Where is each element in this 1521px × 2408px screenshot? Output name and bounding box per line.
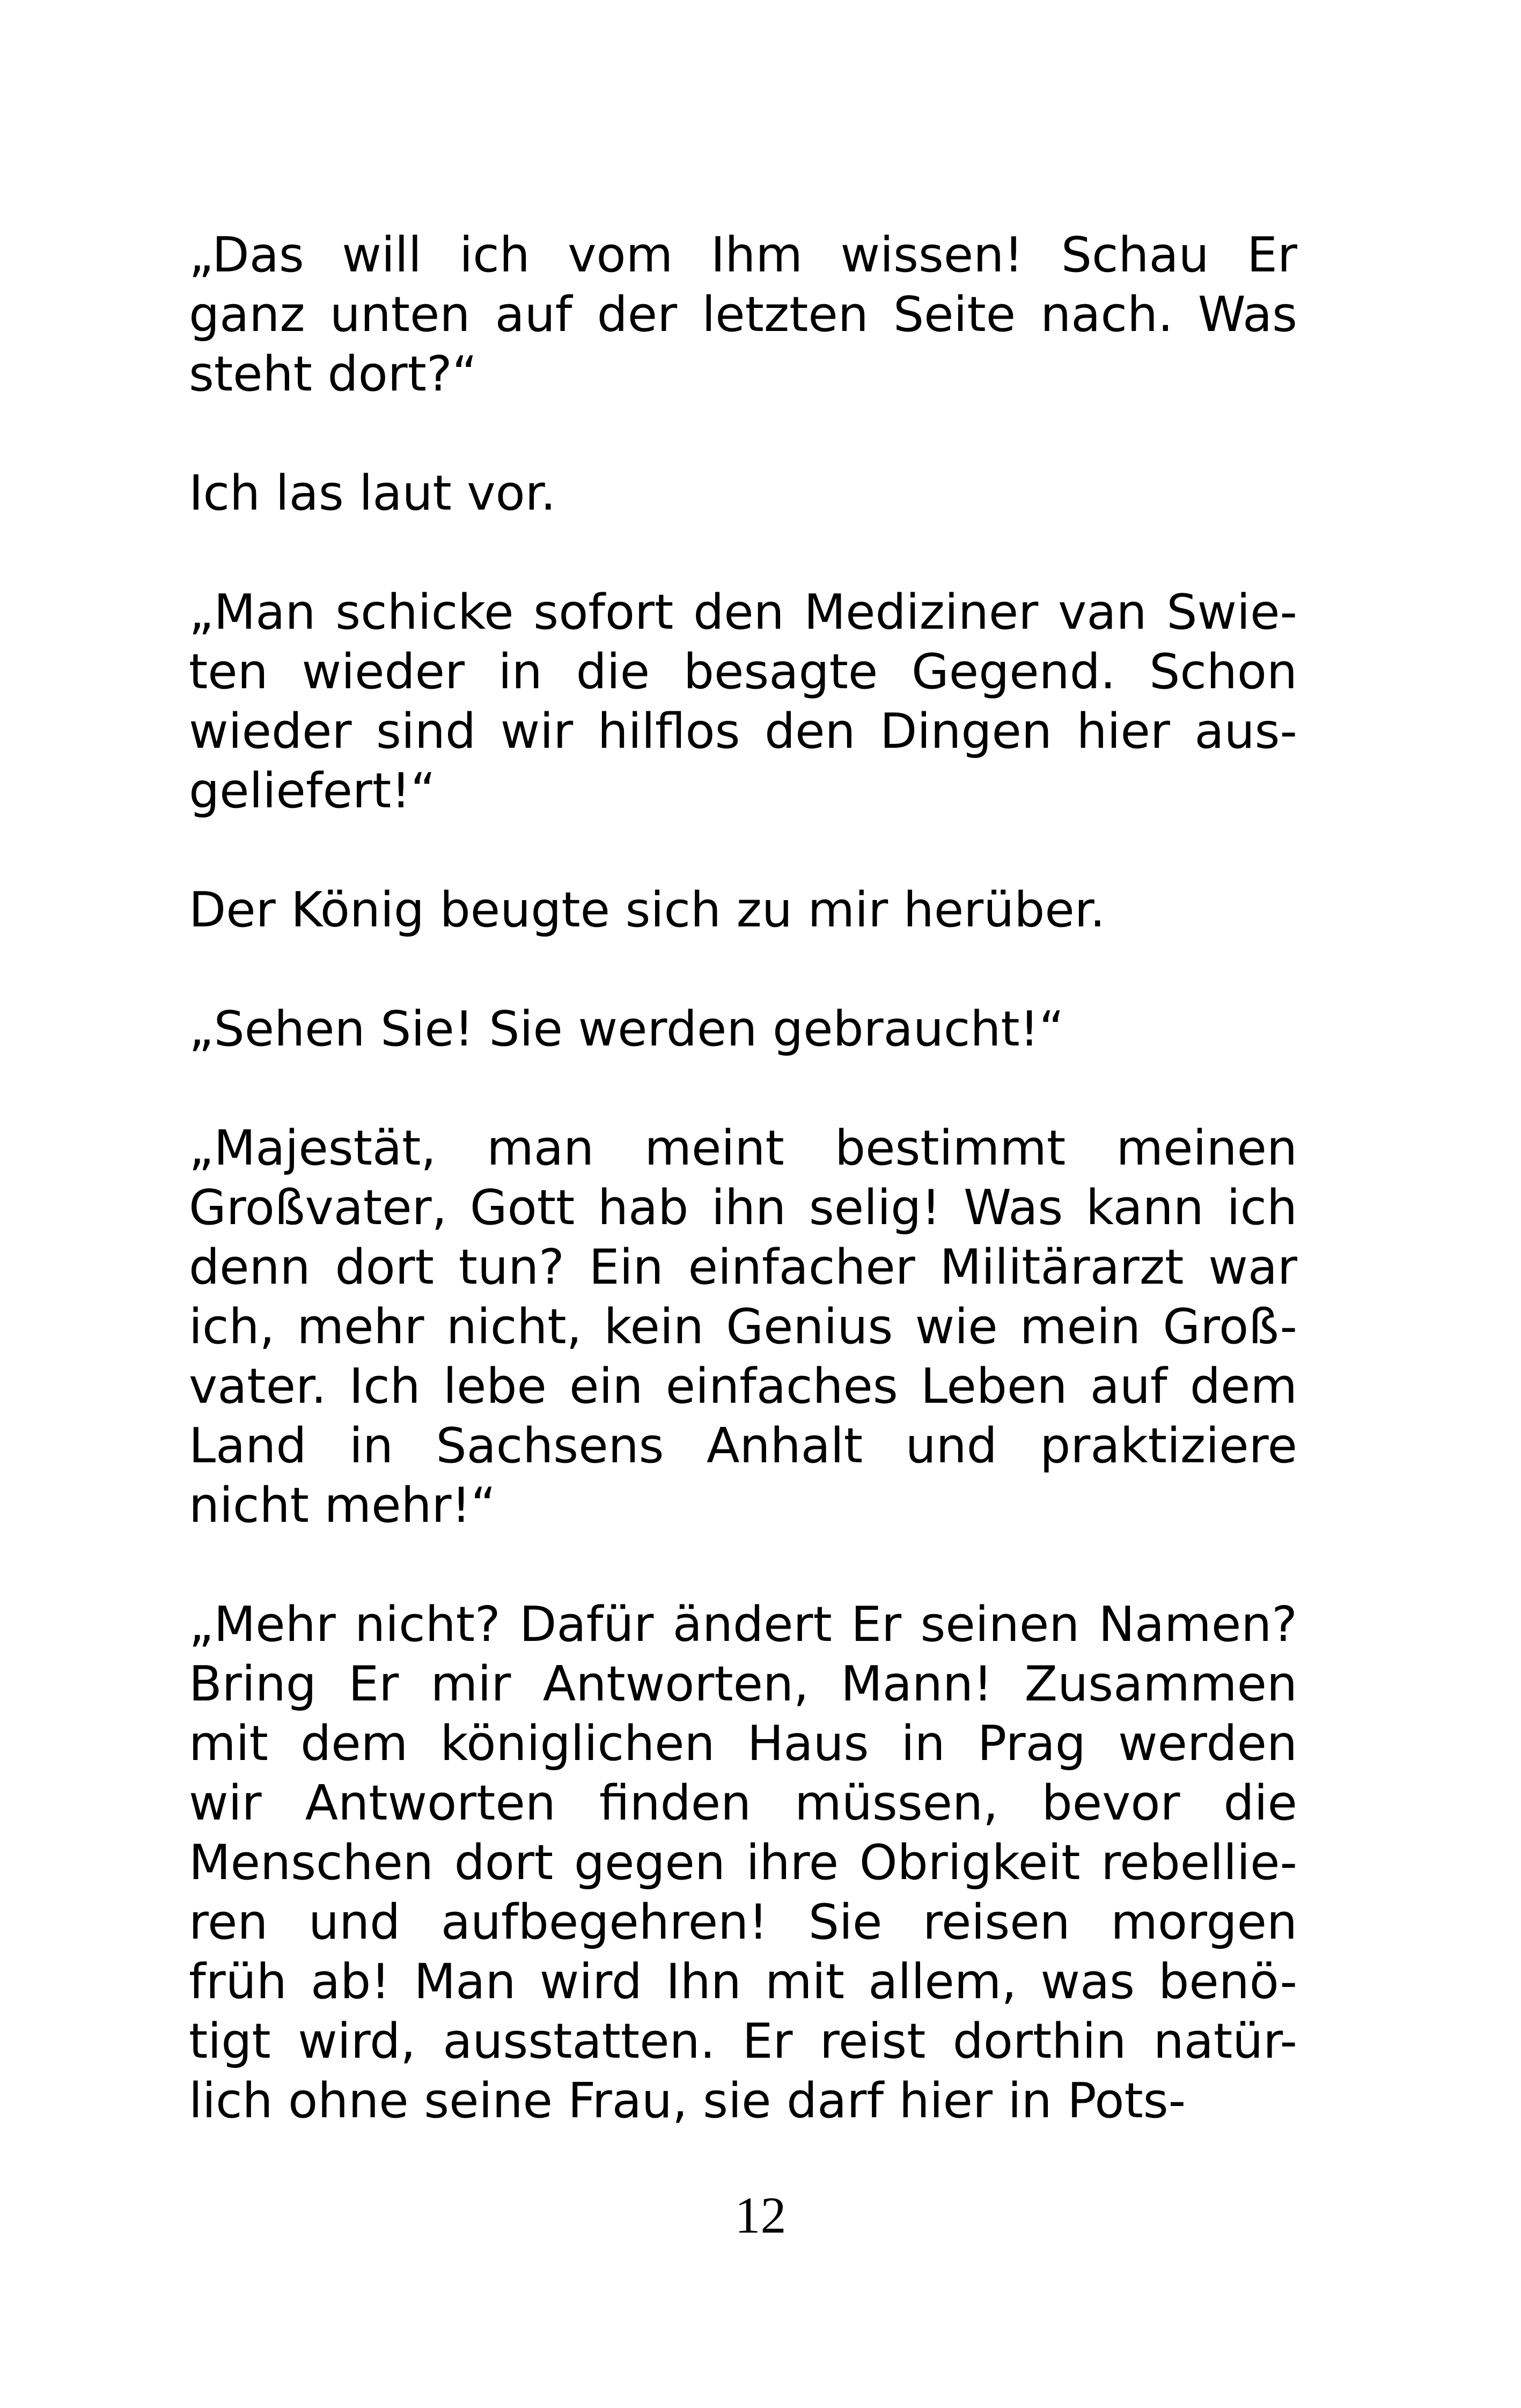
- text-line: „Sehen Sie! Sie werden gebraucht!“: [189, 1001, 1064, 1057]
- paragraph: [189, 225, 1297, 404]
- text-line: mit dem königlichen Haus in Prag werden: [189, 1715, 1297, 1772]
- text-line: wieder sind wir hilflos den Dingen hier aus-: [189, 703, 1297, 760]
- paragraph: [189, 1118, 1297, 1535]
- text-line: ich, mehr nicht, kein Genius wie mein Groß-: [189, 1299, 1297, 1355]
- text-line: tigt wird, ausstatten. Er reist dorthin natür-: [189, 2013, 1297, 2070]
- text-line: steht dort?“: [189, 346, 477, 402]
- text-line: ren und aufbegehren! Sie reisen morgen: [189, 1894, 1297, 1950]
- text-line: geliefert!“: [189, 763, 436, 819]
- text-line: Ich las laut vor.: [189, 465, 556, 521]
- text-line: „Man schicke sofort den Mediziner van Swie-: [189, 584, 1297, 640]
- text-line: nicht mehr!“: [189, 1477, 496, 1534]
- text-line: ganz unten auf der letzten Seite nach. Was: [189, 286, 1297, 343]
- page-number: 12: [734, 2186, 787, 2244]
- paragraph: [189, 1595, 1297, 2131]
- paragraph: [189, 880, 1297, 940]
- text-line: denn dort tun? Ein einfacher Militärarzt war: [189, 1239, 1297, 1295]
- paragraph: [189, 999, 1297, 1059]
- text-line: „Mehr nicht? Dafür ändert Er seinen Namen?: [189, 1596, 1297, 1653]
- text-line: Bring Er mir Antworten, Mann! Zusammen: [189, 1656, 1297, 1712]
- text-line: früh ab! Man wird Ihn mit allem, was benö-: [189, 1954, 1297, 2010]
- paragraph: [189, 583, 1297, 821]
- text-line: wir Antworten finden müssen, bevor die: [189, 1775, 1297, 1831]
- text-line: ten wieder in die besagte Gegend. Schon: [189, 644, 1297, 700]
- text-line: Großvater, Gott hab ihn selig! Was kann ich: [189, 1180, 1297, 1236]
- text-line: „Majestät, man meint bestimmt meinen: [189, 1120, 1297, 1176]
- text-line: vater. Ich lebe ein einfaches Leben auf dem: [189, 1358, 1297, 1415]
- text-line: Menschen dort gegen ihre Obrigkeit rebellie-: [189, 1835, 1297, 1891]
- text-line: „Das will ich vom Ihm wissen! Schau Er: [189, 227, 1297, 283]
- body-text: [189, 225, 1297, 2190]
- text-line: lich ohne seine Frau, sie darf hier in Pots-: [189, 2073, 1186, 2129]
- paragraph: [189, 463, 1297, 523]
- text-line: Der König beugte sich zu mir herüber.: [189, 882, 1106, 938]
- text-line: Land in Sachsens Anhalt und praktiziere: [189, 1418, 1297, 1474]
